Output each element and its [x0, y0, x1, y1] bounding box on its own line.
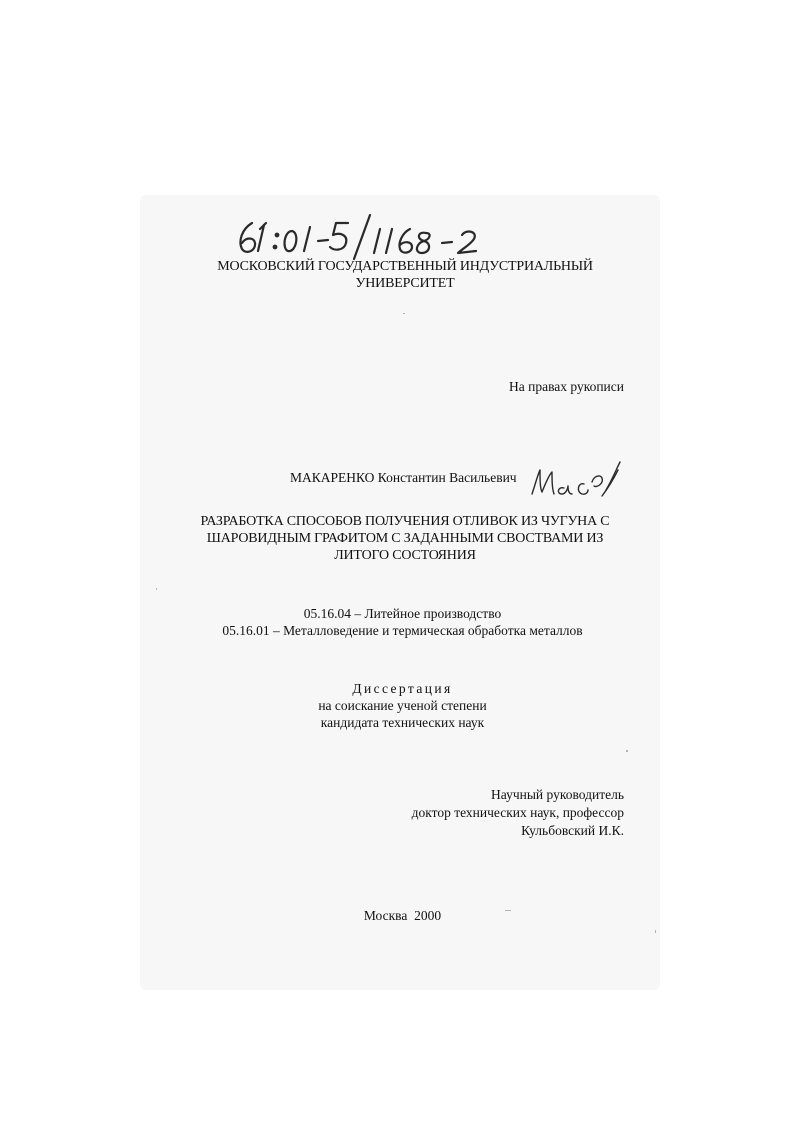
university-line-2: УНИВЕРСИТЕТ	[355, 276, 455, 291]
city-year: Москва 2000	[363, 908, 442, 923]
dissertation-degree	[100, 680, 705, 731]
scan-speck	[655, 930, 656, 933]
degree-line-1: на соискание ученой степени	[318, 698, 487, 713]
scan-speck	[156, 588, 157, 590]
degree-line-2: кандидата технических наук	[320, 715, 485, 730]
signature-text: Мак	[528, 460, 530, 461]
specialty-codes	[100, 605, 705, 639]
title-line-1: РАЗРАБОТКА СПОСОБОВ ПОЛУЧЕНИЯ ОТЛИВОК ИЗ ЧУГУНА С	[200, 514, 610, 529]
supervisor-degree: доктор технических наук, профессор	[411, 805, 624, 820]
specialty-line-1: 05.16.04 – Литейное производство	[303, 606, 502, 621]
dissertation-title	[110, 513, 700, 564]
supervisor-name: Кульбовский И.К.	[521, 823, 624, 838]
scan-speck	[403, 313, 405, 314]
university-line-1: МОСКОВСКИЙ ГОСУДАРСТВЕННЫЙ ИНДУСТРИАЛЬНЫЙ	[217, 259, 593, 274]
rights-notice: На правах рукописи	[508, 379, 624, 394]
dissertation-label: Диссертация	[352, 681, 453, 696]
title-line-3: ЛИТОГО СОСТОЯНИЯ	[334, 548, 476, 563]
handwritten-code-text: 61:01-5/1168-2	[230, 205, 237, 206]
scan-background	[140, 195, 660, 990]
scan-speck	[626, 750, 628, 752]
scan-speck	[505, 910, 511, 911]
supervisor-label: Научный руководитель	[491, 787, 624, 802]
title-line-2: ШАРОВИДНЫМ ГРАФИТОМ С ЗАДАННЫМИ СВОСТВАМИ ИЗ	[206, 531, 604, 546]
author-signature	[528, 460, 623, 500]
university-heading	[110, 258, 700, 292]
author-name: МАКАРЕНКО Константин Васильевич	[290, 470, 517, 485]
handwritten-archive-code	[230, 205, 520, 265]
supervisor-block	[380, 786, 624, 840]
specialty-line-2: 05.16.01 – Металловедение и термическая обработка металлов	[222, 623, 583, 638]
